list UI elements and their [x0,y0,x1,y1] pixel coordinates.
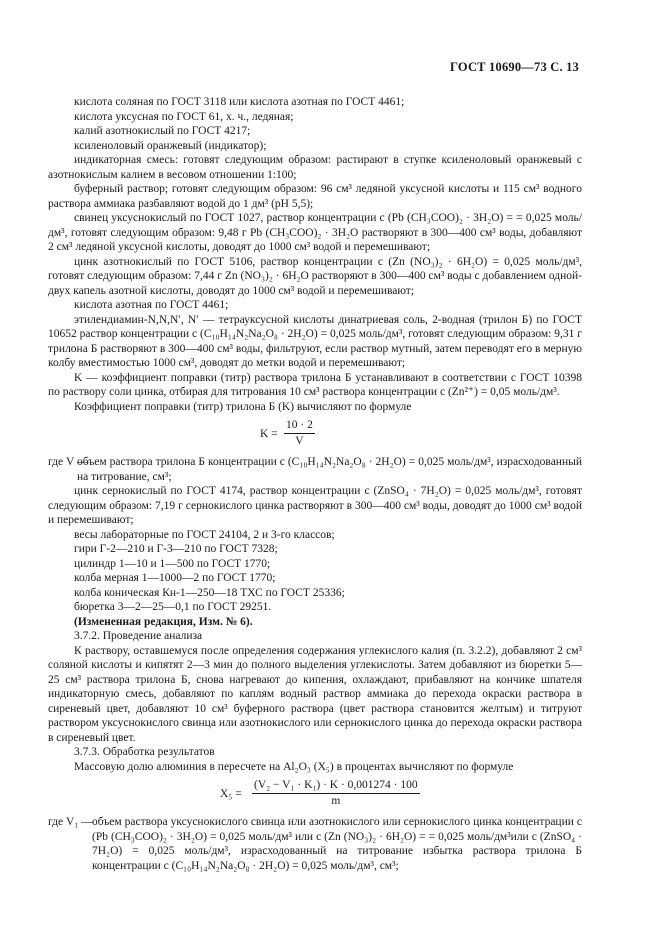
text-paragraph: цинк сернокислый по ГОСТ 4174, раствор концентрации c (ZnSO₄ · 7H₂O) = 0,025 моль/дм³, готовят следующим образом: 7,19 г сернокислого цинка растворяют в 300—400 см³ воды, доводят до 1000 см³ водой и перемешивают; [48,485,582,526]
definition-v1-text: объем раствора уксуснокислого свинца или азотнокислого или сернокислого цинка концентрации c (Pb (CH₃COO)₂ · 3H₂O) = 0,025 моль/дм³ или c (Zn (NO₃)₂ · 6H₂O) = = 0,025 моль/дм³или c (ZnSO₄ · 7H₂O) = 0,025 моль/дм³, израсходованный на титрование избытка раствора трилона Б концентрации c (C₁₀H₁₄N₂Na₂O₈ · 2H₂O) = 0,025 моль/дм³, см³; [92,816,582,872]
formula-x5-numerator: (V₂ − V₁ · K₁) · K · 0,001274 · 100 [252,778,420,794]
section-heading-3-7-2: 3.7.2. Проведение анализа [74,630,203,642]
definition-v-label: где V — [48,456,89,468]
formula-x5-lhs: X₅ = [220,788,242,800]
text-paragraph: цинк азотнокислый по ГОСТ 5106, раствор концентрации c (Zn (NO₃)₂ · 6H₂O) = 0,025 моль/дм³, готовят следующим образом: 7,44 г Zn (NO₃)₂ · 6H₂O растворяют в 300—400 см³ воды с добавлением одной-двух капель азотной кислоты, доводят до 1000 см³ водой и перемешивают; [48,255,582,297]
page-body [48,95,582,873]
text-paragraph: буферный раствор; готовят следующим образом: 96 см³ ледяной уксусной кислоты и 115 см³ водного раствора аммиака разбавляют водой до 1 дм³ (рН 5,5); [48,183,582,210]
text-line: весы лабораторные по ГОСТ 24104, 2 и 3-го классов; [74,528,335,541]
text-paragraph: индикаторная смесь: готовят следующим образом: растирают в ступке ксиленоловый оранжевый с азотнокислым калием в весовом отношении 1:100; [48,154,582,181]
text-line: колба коническая Кн-1—250—18 ТХС по ГОСТ 25336; [74,586,345,599]
text-paragraph: этилендиамин-N,N,N′, N′ — тетрауксусной кислоты динатриевая соль, 2-водная (трилон Б) по ГОСТ 10652 раствор концентрации c (C₁₀H₁₄N₂Na₂O₈ · 2H₂O) = 0,025 моль/дм³, готовят следующим образом: 9,31 г трилона Б растворяют в 300—400 см³ воды, фильтруют, если раствор мутный, затем переводят его в мерную колбу вместимостью 1000 см³, доводят до метки водой и перемешивают; [48,313,582,369]
formula-k-fraction [284,418,315,448]
edition-note: (Измененная редакция, Изм. № 6). [74,615,253,628]
text-line: калий азотнокислый по ГОСТ 4217; [74,125,251,137]
formula-k-numerator: 10 · 2 [284,418,315,434]
text-line: цилиндр 1—10 и 1—500 по ГОСТ 1770; [74,557,271,570]
text-line: гири Г-2—210 и Г-3—210 по ГОСТ 7328; [74,543,278,555]
text-paragraph: K — коэффициент поправки (титр) раствора трилона Б устанавливают в соответствии с ГОСТ 10398 по раствору соли цинка, отбирая для титрования 10 см³ раствора концентрации c (Zn²⁺) = 0,05 моль/дм³. [48,371,582,398]
formula-x5-fraction [252,778,420,808]
mass-fraction-line: Массовую долю алюминия в пересчете на Al₂O₃ (X₅) в процентах вычисляют по формуле [74,760,514,773]
text-line: Коэффициент поправки (титр) трилона Б (K) вычисляют по формуле [74,400,412,413]
text-line: ксиленоловый оранжевый (индикатор); [74,139,267,152]
text-paragraph: свинец уксуснокислый по ГОСТ 1027, раствор концентрации c (Pb (CH₃COO)₂ · 3H₂O) = = 0,025 моль/дм³, готовят следующим образом: 9,48 г Pb (CH₃COO)₂ · 3H₂O растворяют в 300—400 см³ воды, добавляют 2 см³ ледяной уксусной кислоты, доводят до 1000 см³ водой и перемешивают; [48,212,582,253]
analysis-paragraph: К раствору, оставшемуся после определения содержания углекислого калия (п. 3.2.2), добавляют 2 см³ соляной кислоты и кипятят 2—3 мин до полного выделения углекислоты. Затем добавляют из бюретки 5—25 см³ раствора трилона Б, снова нагревают до кипения, охлаждают, прибавляют на кончике шпателя индикаторную смесь, добавляют по каплям водный раствор аммиака до перехода окраски раствора в сиреневый цвет, добавляют 10 см³ буферного раствора (цвет раствора становится желтым) и титруют раствором уксуснокислого свинца или азотнокислого или сернокислого цинка до перехода окраски раствора в сиреневый цвет. [48,644,582,744]
text-line: кислота уксусная по ГОСТ 61, х. ч., ледяная; [74,110,294,123]
formula-x5-denominator: m [331,794,341,807]
text-line: колба мерная 1—1000—2 по ГОСТ 1770; [74,572,276,584]
text-line: кислота азотная по ГОСТ 4461; [74,299,229,311]
formula-k-denominator: V [295,434,304,447]
text-line: кислота соляная по ГОСТ 3118 или кислота азотная по ГОСТ 4461; [74,96,405,108]
section-heading-3-7-3: 3.7.3. Обработка результатов [74,746,215,758]
formula-k-lhs: K = [260,428,278,440]
page-header: ГОСТ 10690—73 С. 13 [450,60,579,74]
text-line: бюретка 3—2—25—0,1 по ГОСТ 29251. [74,601,272,613]
formula-x5 [48,778,582,810]
formula-k [48,418,582,450]
definition-v-text: объем раствора трилона Б концентрации c (C₁₀H₁₄N₂Na₂O₈ · 2H₂O) = 0,025 моль/дм³, израсходованный на титрование, см³; [77,456,582,483]
definition-v1-label: где V₁ — [48,816,93,828]
definition-v [48,455,582,484]
definition-v1 [48,815,582,873]
